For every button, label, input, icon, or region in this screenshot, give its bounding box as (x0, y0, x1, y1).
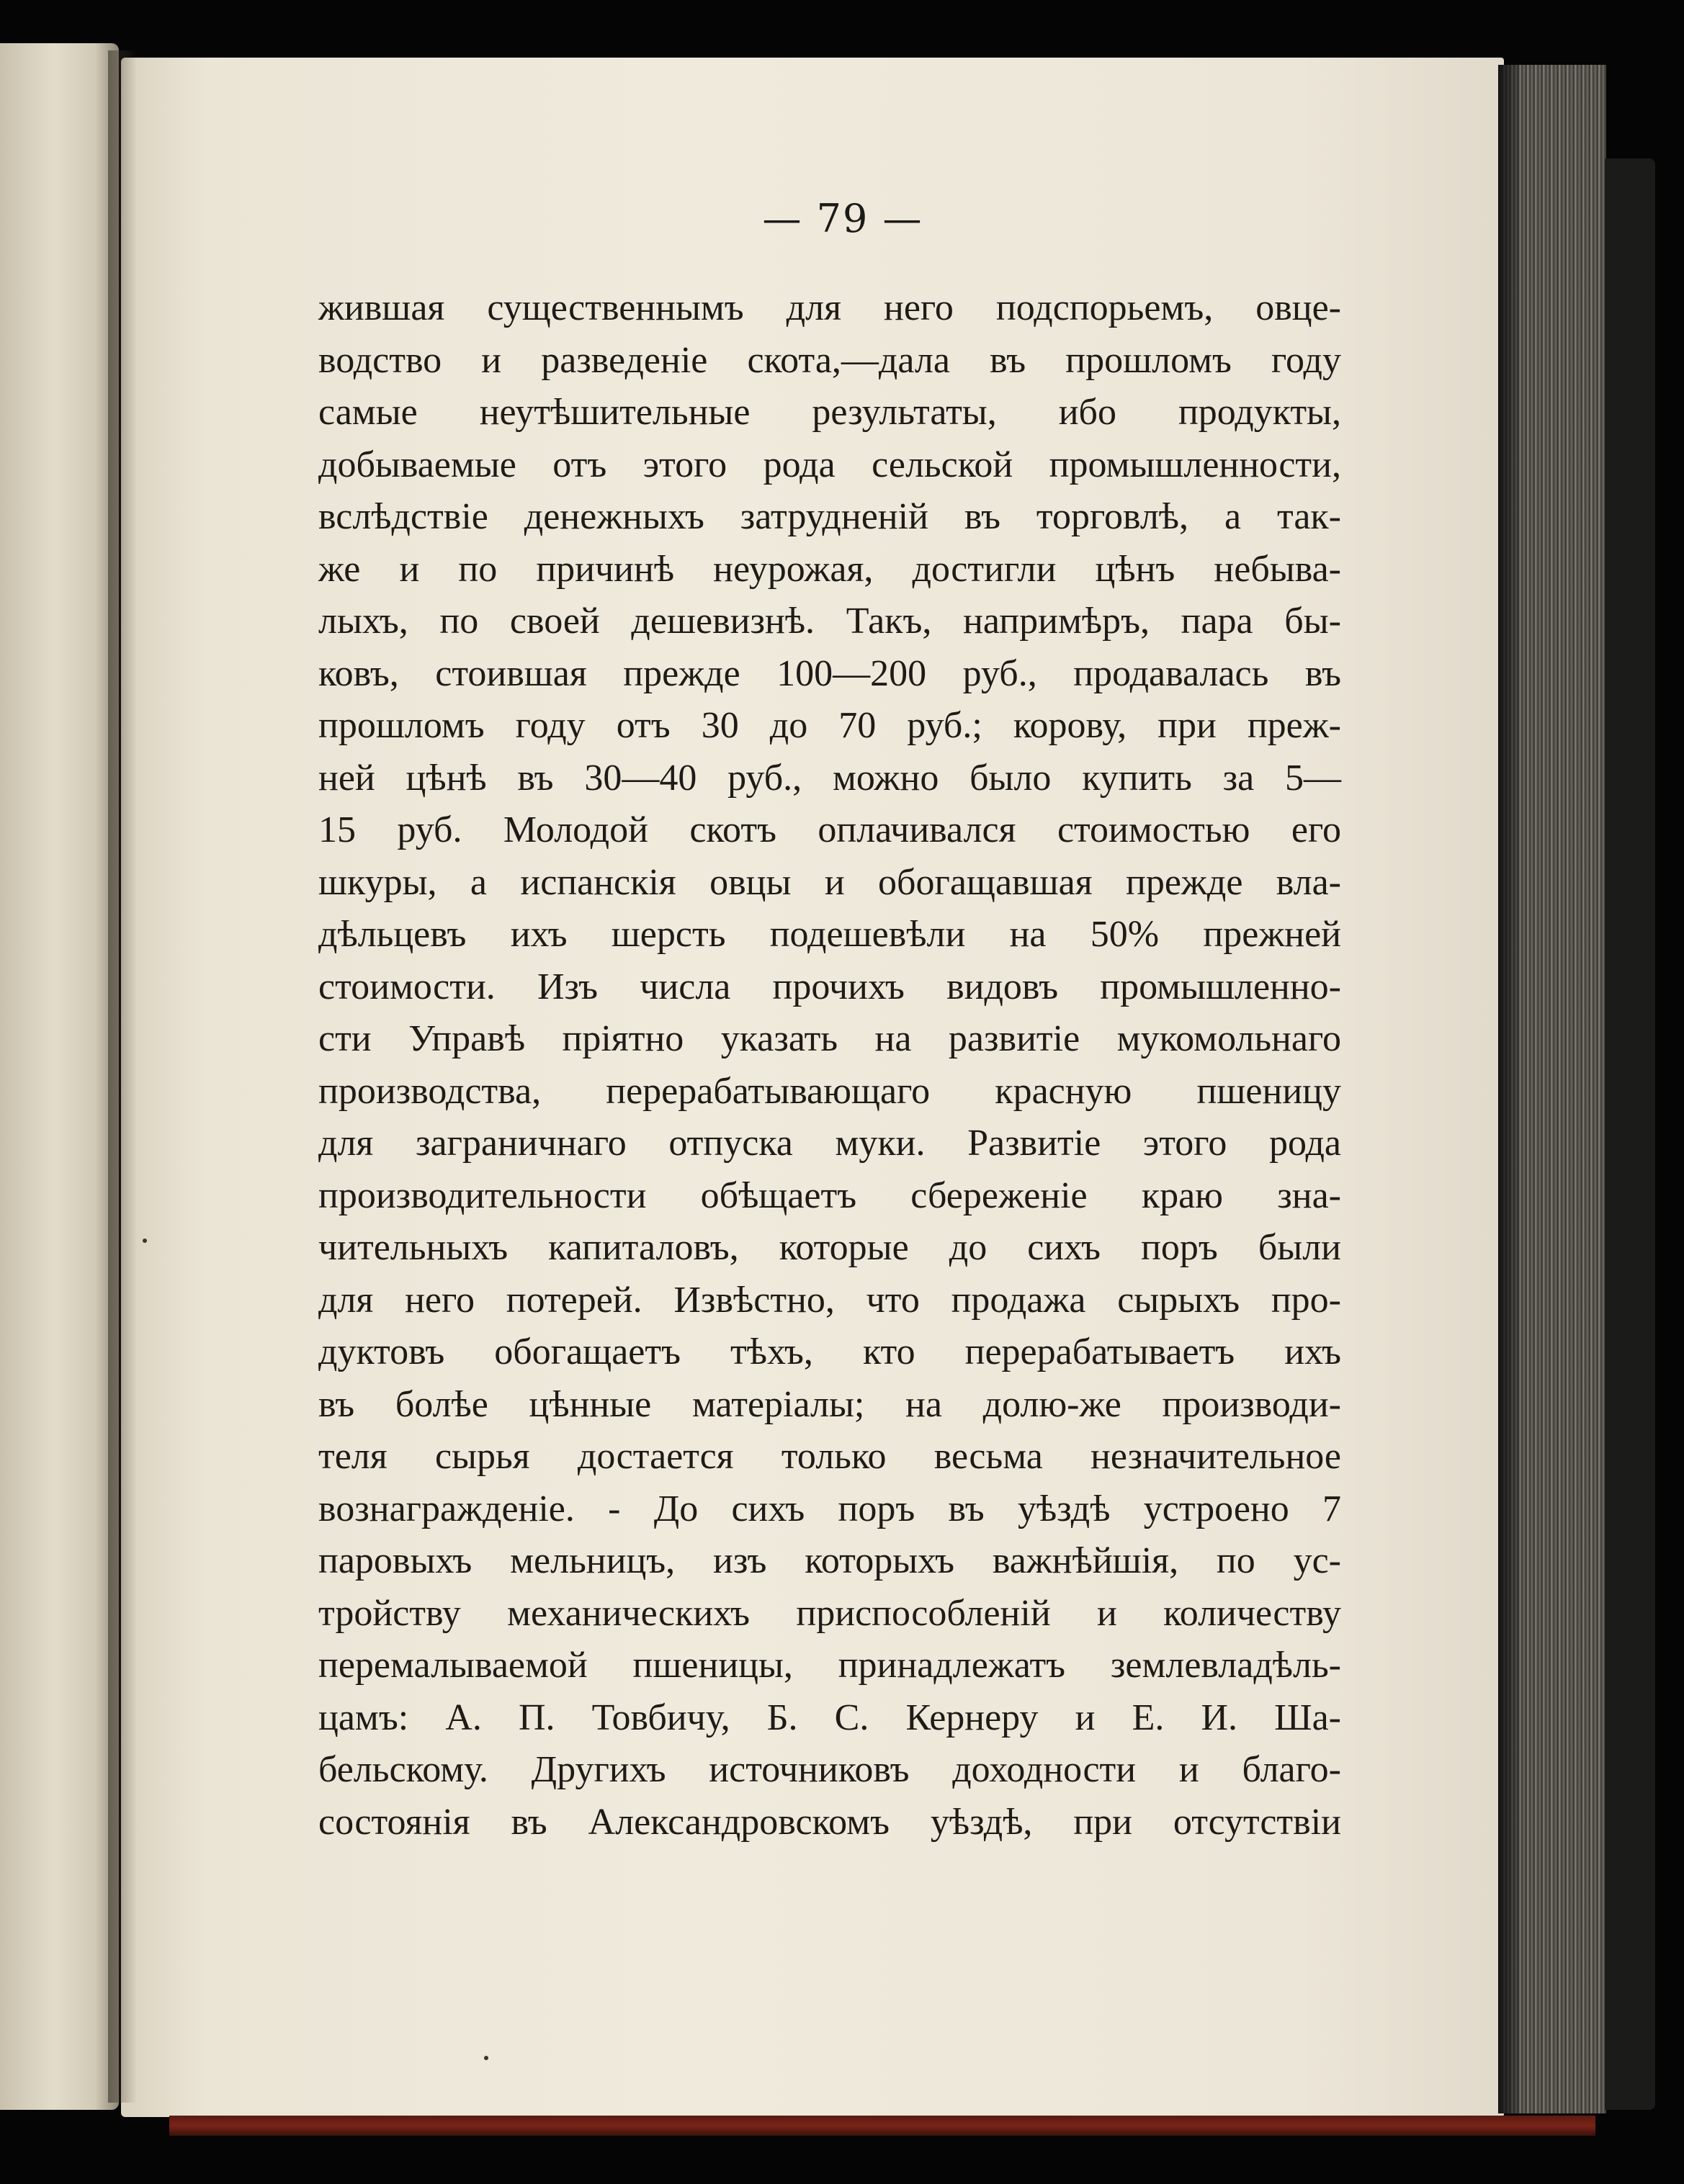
text-line: дѣльцевъ ихъ шерсть подешевѣли на 50% прежней (318, 914, 1341, 955)
text-line: производительности обѣщаетъ сбереженіе краю зна- (318, 1174, 1341, 1216)
text-line: сти Управѣ пріятно указать на развитіе мукомольнаго (318, 1018, 1341, 1059)
text-line: добываемые отъ этого рода сельской промышленности, (318, 444, 1341, 485)
text-line: шкуры, а испанскія овцы и обогащавшая прежде вла- (318, 861, 1341, 903)
text-line: лыхъ, по своей дешевизнѣ. Такъ, напримѣръ, пара бы- (318, 601, 1341, 642)
page-gutter-shadow (108, 50, 137, 2103)
facing-page-edge (0, 43, 119, 2110)
text-line: стоимости. Изъ числа прочихъ видовъ промышленно- (318, 966, 1341, 1007)
body-text (318, 282, 1341, 1848)
text-line: тройству механическихъ приспособленій и количеству (318, 1592, 1341, 1634)
text-line: самые неутѣшительные результаты, ибо продукты, (318, 392, 1341, 433)
text-line: цамъ: А. П. Товбичу, Б. С. Кернеру и Е. И. Ша- (318, 1697, 1341, 1738)
text-line: въ болѣе цѣнные матеріалы; на долю-же производи- (318, 1383, 1341, 1425)
text-line: состоянія въ Александровскомъ уѣздѣ, при отсутствіи (318, 1801, 1341, 1843)
text-line: ковъ, стоившая прежде 100—200 руб., продавалась въ (318, 652, 1341, 694)
text-line: ней цѣнѣ въ 30—40 руб., можно было купить за 5— (318, 757, 1341, 799)
text-line: прошломъ году отъ 30 до 70 руб.; корову, при преж- (318, 705, 1341, 746)
text-line: же и по причинѣ неурожая, достигли цѣнъ небыва- (318, 548, 1341, 590)
text-line: бельскому. Другихъ источниковъ доходности и благо- (318, 1749, 1341, 1790)
text-line: водство и разведеніе скота,—дала въ прошломъ году (318, 339, 1341, 381)
page-number: — 79 — (762, 196, 923, 241)
text-line: вознагражденіе. - До сихъ поръ въ уѣздѣ устроено 7 (318, 1488, 1341, 1529)
book-cover-right (1605, 158, 1655, 2110)
page-stack-shade (1498, 65, 1520, 2113)
text-line: жившая существеннымъ для него подспорьемъ, овце- (318, 287, 1341, 328)
page-bottom-edge (169, 2116, 1595, 2136)
text-line: для него потерей. Извѣстно, что продажа сырыхъ про- (318, 1279, 1341, 1321)
text-line: производства, перерабатывающаго красную пшеницу (318, 1070, 1341, 1112)
text-line: дуктовъ обогащаетъ тѣхъ, кто перерабатываетъ ихъ (318, 1331, 1341, 1372)
paper-speck (484, 2056, 488, 2060)
paper-speck (143, 1239, 147, 1243)
text-line: чительныхъ капиталовъ, которые до сихъ поръ были (318, 1227, 1341, 1268)
text-line: вслѣдствіе денежныхъ затрудненій въ торговлѣ, а так- (318, 496, 1341, 537)
text-line: теля сырья достается только весьма незначительное (318, 1436, 1341, 1477)
text-line: для заграничнаго отпуска муки. Развитіе этого рода (318, 1123, 1341, 1164)
text-line: перемалываемой пшеницы, принадлежатъ землевладѣль- (318, 1645, 1341, 1686)
text-line: паровыхъ мельницъ, изъ которыхъ важнѣйшія, по ус- (318, 1540, 1341, 1581)
text-line: 15 руб. Молодой скотъ оплачивался стоимостью его (318, 809, 1341, 850)
